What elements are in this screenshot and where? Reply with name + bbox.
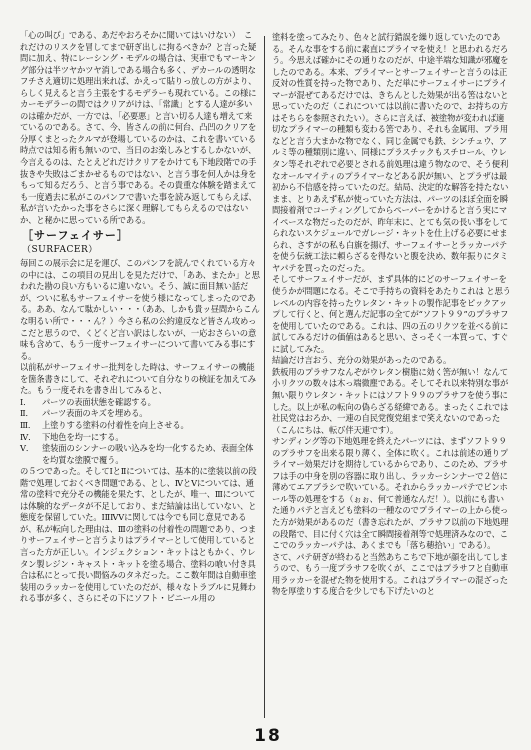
left-column — [20, 30, 260, 605]
right-paragraph-4: 鉄板用のプラサフなんぞがウレタン樹脂に効く筈が無い！なんて小リクツの数々は木っ端微塵である。そしてそれ以来特別な事が無い限りウレタン・キットにはソフト９９のプラサフを使う事にした。以上が私の転向の偽らざる経緯である。まったくこれでは社民党はおろか、一連の自民党復党組まで笑えないのであった（こんにちは、転び伴天連です）。 — [272, 366, 509, 435]
right-paragraph-2: そしてサーフェイサーだが、まず具体的にどのサーフェイサーを使うかが問題になる。そこで手持ちの資料をあたりこれは と思うレベルの内容を持ったウレタン・キットの製作記事をピックアップして行くと、何と選んだ記事の全てが“ソフト９９”のプラサフを使用していたのである。これは、四の五のリクツを並べる前に試してみるだけの価値はあると思い、さっそく一本買って、すぐに試してみた。 — [272, 274, 511, 354]
left-paragraph-2: 毎回この展示会に足を運び、このパンフを読んでくれている方々の中には、この項目の見出しを見ただけで、「ああ、またか」と思われた勘の良い方もいるに違いない。そう、誠に面目無い話だが、ついに私もサーフェイサーを使う様になってしまったのである。ああ、なんて駄かしい・・・（ああ、しかも貴ッ昼間からこんな明るい所で・・・ん？）今さら私の公約違反など皆さん攻めっこだと思うので、くどくど言い訳はしないが、一応おさらいの意味も含めて、もう一度サーフェイサーについて書いてみる事にする。 — [20, 258, 260, 361]
left-paragraph-4: の５つであった。そしてⅠとⅡについては、基本的に塗装以前の段階で処理しておくべき問題である、とし、ⅣとⅤについては、通常の塗料で充分その機能を果たす、としたが、唯一、Ⅲについては体験的なデータが不足しており、まだ結論は出していない、と態度を保留していた。ⅠⅡⅣⅤに関しては今でも同じ意見であるが、私が転向した理由は、Ⅲの塗料の付着性の問題であり、つまりサーフェイサーと言うよりはプライマーとして使用していると言った方が正しい。インジェクション・キットはともかく、ウレタン製レジン・キャスト・キットを塗る場合、塗料の喰い付き具合は私にとって長い間悩みのタネだった。ここ数年間は自動車塗装用のラッカーを使用していたのだが、様々なトラブルに見舞われる事が多く、さらにその下にソフト・ビニール用の — [20, 466, 257, 604]
list-item-number: Ⅴ． — [20, 443, 34, 454]
right-paragraph-5: サンディング等の下地処理を終えたパーツには、まずソフト９９のプラサフを出来る限り薄く、全体に吹く。これは前述の通りプライマー効果だけを期待しているからであり、このため、プラサフは手の中身を別の容器に取り出し、ラッカーシンナーで２倍に薄めてエアブラシで吹いている。それからラッカーパテでピンホール等の処理をする（ぉぉ、何て普通なんだ！）。以前にも書いた通りパテと言えども塗料の一種なのでプライマーの上から使った方が効果があるのだ（書き忘れたが、プラサフ以前の下地処理の段階で、目に付く穴は全て瞬間接着剤等で処理済みなので、ここでのラッカーパテは、あくまでも「落ち穂拾い」である）。 — [272, 436, 509, 551]
section-heading-japanese: ［サーフェイサー］ — [22, 229, 129, 243]
list-item — [20, 397, 260, 409]
right-paragraph-1: 塗料を塗ってみたり、色々と試行錯誤を繰り返していたのである。そんな事をする前に素直にプライマを使え！と思われるだろう。今思えば確かにその通りなのだが、中途半端な知識が邪魔をしたのである。本来、プライマーとサーフェイサーと言うのは正反対の性質を持った物であり、ただ単にサーフェイサーにプライマーが混ぜてあるだけでは、きちんとした効果が出る筈はないと思っていたのだ（これについては以前に書いたので、お持ちの方はそちらを参照されたい）。さらに言えば、被塗物が変われば適切なプライマーの種類も変わる筈であり、それも金属用、プラ用などと言う大まかな物でなく、同じ金属でも鉄、シンチュウ、アルミ等の種類別に違い、同様にプラスチックもスチロール、ウレタン等それぞれで必要とされる前処理は違う物なので、そう便利なオールマイティのプライマーなどある訳が無い、とプラザは最初から不信感を持っていたのだ。結局、決定的な解答を持たないまま、とりあえず私が使っていた方法は、パーツのほぼ全面を瞬間接着剤でコーティングしてからペーパーをかけると言う実にマイペースな物だったのだが、昨年末に、とても気の長い事をしてられないスケジュールでガレージ・キットを仕上げる必要にせまられ、さすがの私も白旗を揚げ、サーフェイサーとラッカーパテを使う伝統工法に頼らざるを得ないと腹を決め、数年振りにタミヤパテを買ったのだった。 — [272, 32, 509, 273]
left-paragraph-3: 以前私がサーフェイサー批判をした時は、サーフェイサーの機能を箇条書きにして、それぞれについて自分なりの検証を加えてみた。もう一度それを書き出してみると、 — [20, 362, 256, 396]
right-paragraph-3: 結論だけ言おう、充分の効果があったのである。 — [272, 355, 452, 366]
right-paragraph-6: さて、パテ研ぎが終わると当然あちこちで下地が顔を出してしまうので、もう一度プラサフを吹くが、ここではプラサフと自動車用ラッカーを混ぜた物を使用する。これはプライマーの混ざった物を厚塗りする度合を少しでも下げたいのと — [272, 551, 509, 597]
list-item — [20, 408, 260, 420]
list-item — [20, 420, 260, 432]
section-heading — [20, 230, 260, 258]
list-item-number: Ⅱ． — [20, 408, 34, 419]
function-list — [20, 397, 260, 466]
right-column — [272, 32, 512, 598]
section-heading-english: （SURFACER） — [22, 245, 98, 256]
list-item-number: Ⅳ． — [20, 431, 37, 442]
list-item-number: Ⅰ． — [20, 396, 32, 407]
list-item-text: パーツの表面状態を確認する。 — [42, 396, 156, 407]
list-item-text: パーツ表面のキズを埋める。 — [42, 408, 148, 419]
column-divider — [264, 36, 265, 718]
list-item-text: 下地色を均一にする。 — [42, 431, 124, 442]
list-item-text: 塗装面のシンナーの吸い込みを均一化するため、表面全体を均質な塗膜で覆う。 — [42, 443, 254, 465]
left-paragraph-1: 「心の叫び」である、あだやおろそかに聞いてはいけない） これだけのリスクを冒してまで研ぎ出しに拘るべきか？と言った疑問に加え、特にレーシング・モデルの場合は、実車でもマーキング部分は半ツヤかツヤ消しである場合も多く、デカールの透明なフチさえ適切に処理出来れば、かえって貼りっ放しの方がより、らしく見えると言う主張をするモデラーも現れている。この様にカーモデラーの間ではクリアがけは、「常識」とする人達が多いのは確かだが、一方では、「必要悪」と言い切る人達も増えて来ているのである。さて、今、皆さんの前に何台、凸凹のクリアを分厚くまとったクルマが登場しているのかは、これを書いている時点では知る術も無いので、当日のお楽しみとするしかないが、今言えるのは、たとえどれだけクリアをかけても下地段階での手抜きや失敗はごまかせるものではない、と言う事を何人かは身をもって知るだろう、と言う事である。その貴重な体験を踏まえても一度過去に私がこのパンフで書いた事を読み返してもらえば、私が言いたかった事をさらに深く理解してもらえるのではないか、と秘かに思っている所である。 — [20, 30, 257, 225]
list-item-text: 上塗りする塗料の付着性を向上させる。 — [42, 419, 189, 430]
list-item — [20, 443, 260, 466]
page-number: 18 — [254, 726, 282, 746]
list-item-number: Ⅲ． — [20, 419, 36, 430]
list-item — [20, 432, 260, 444]
